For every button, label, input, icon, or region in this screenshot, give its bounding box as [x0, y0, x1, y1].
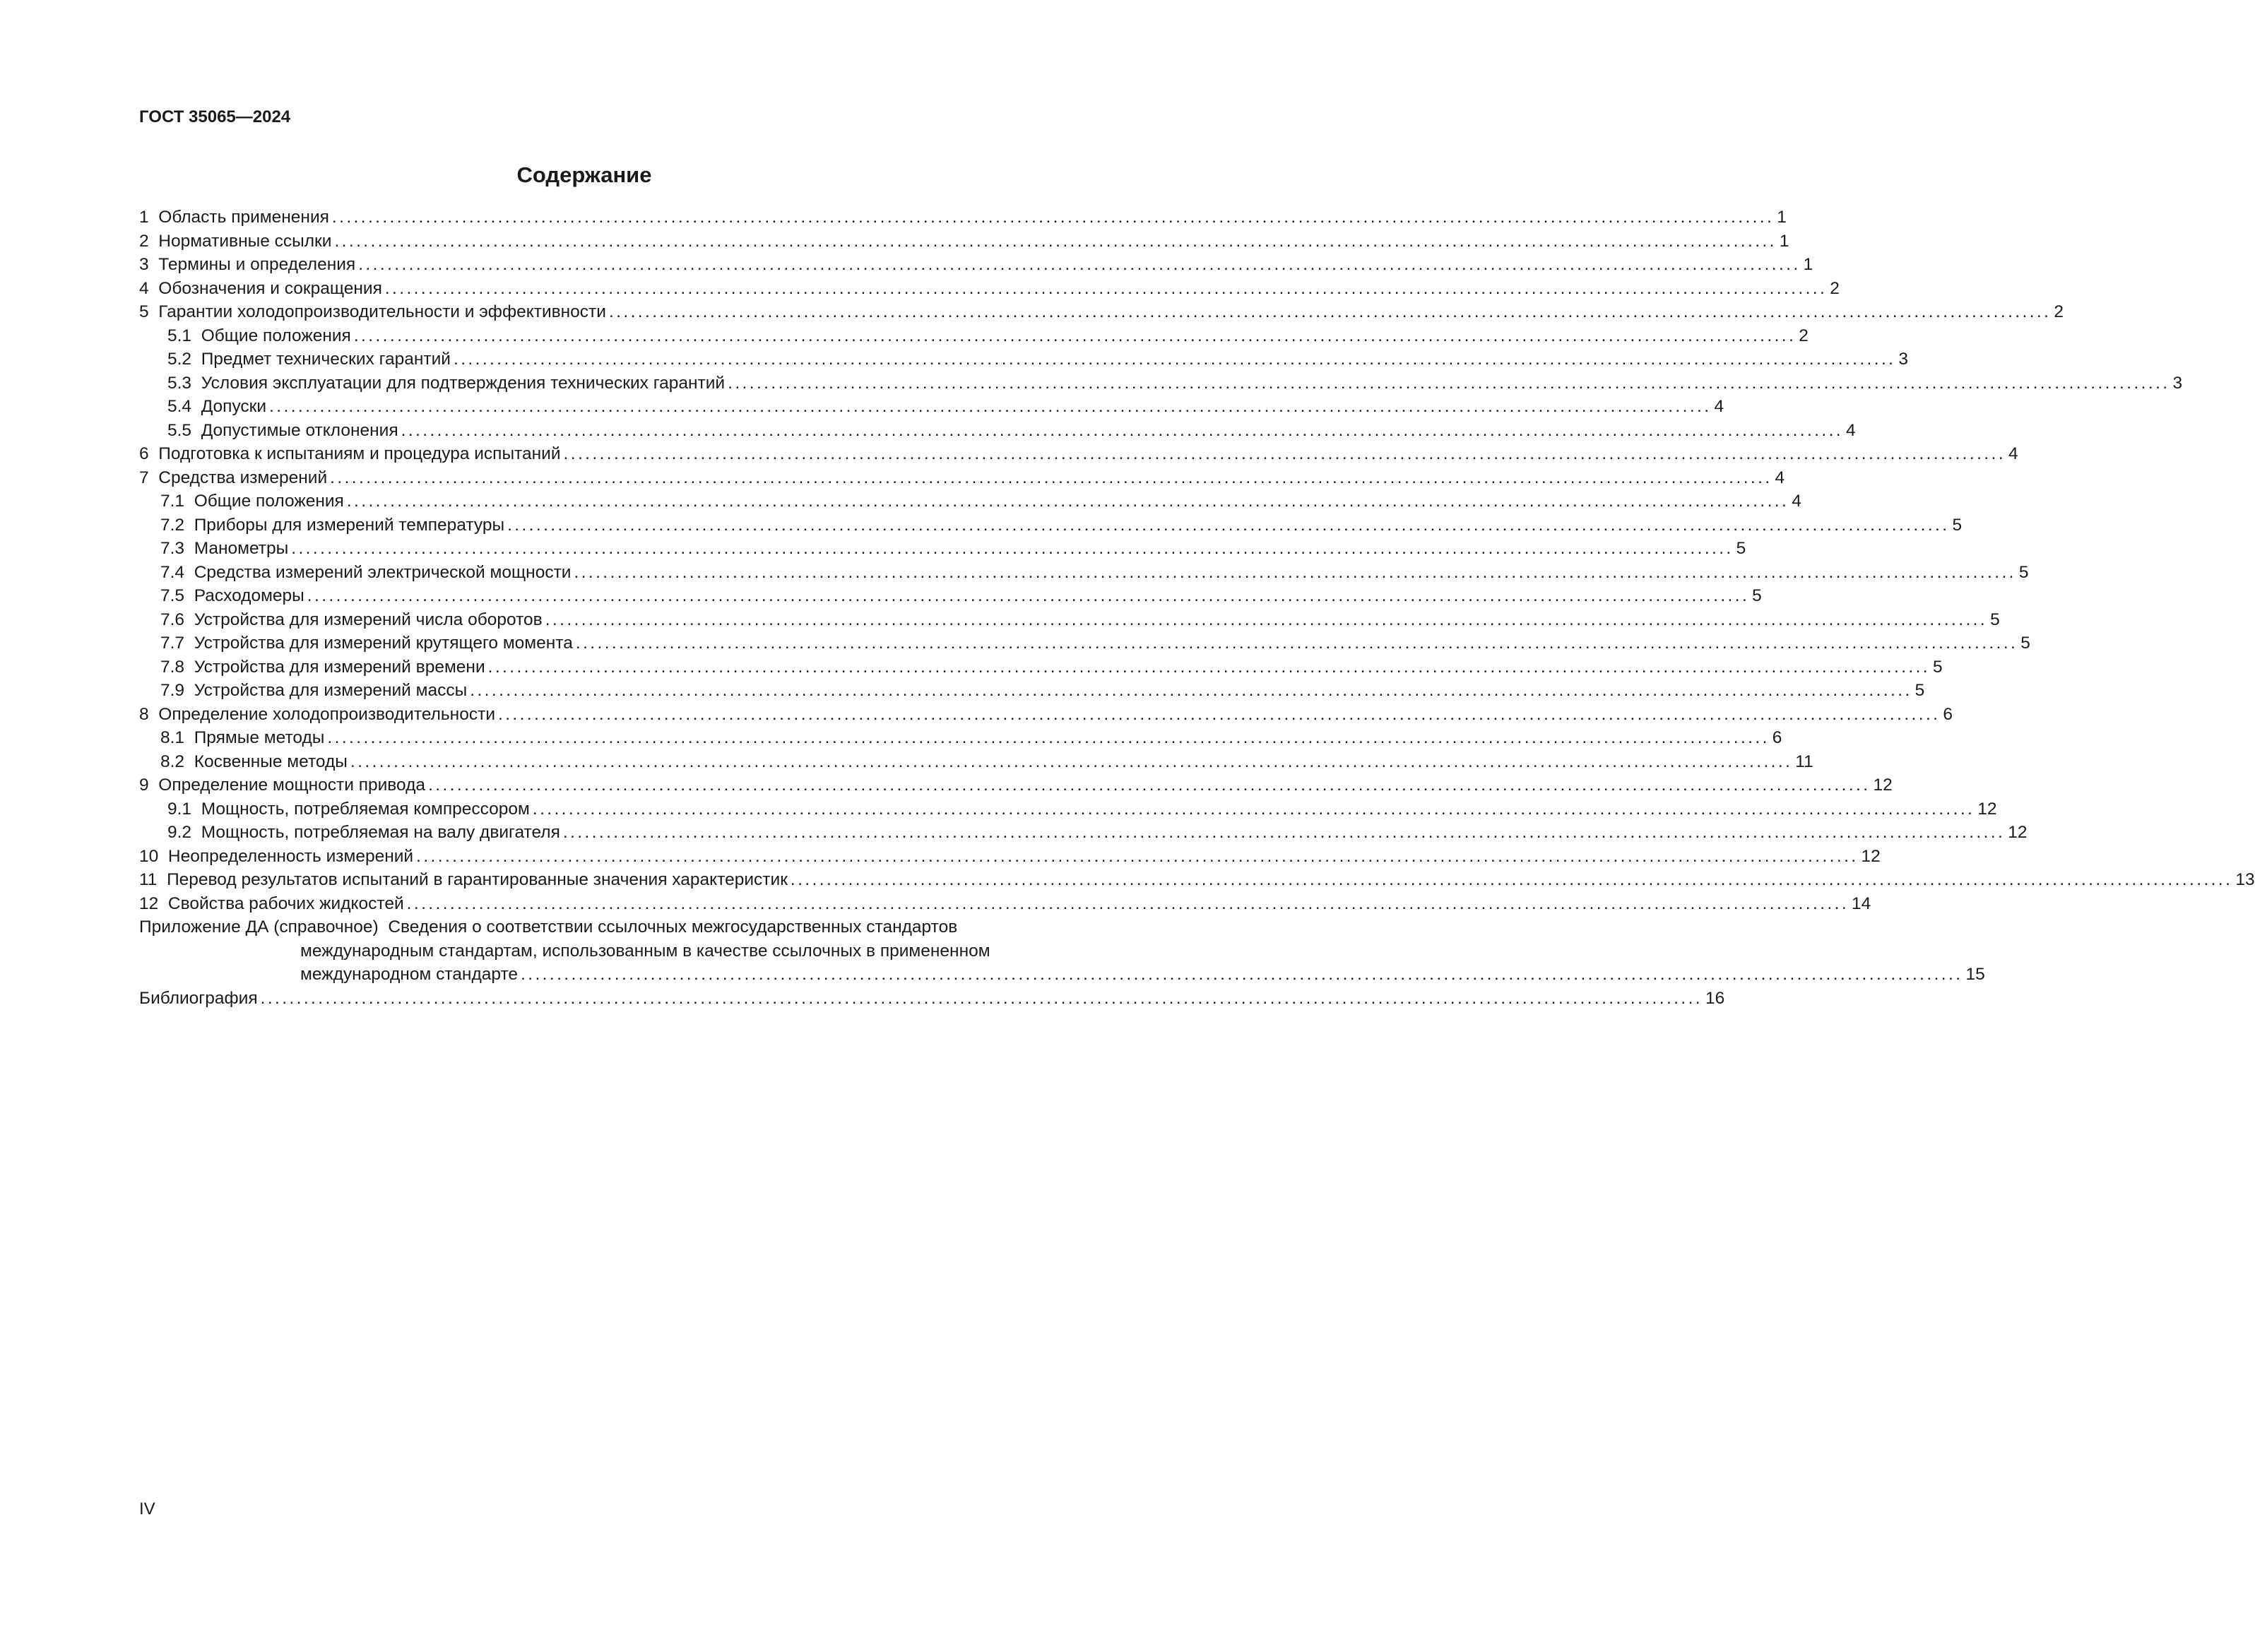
- toc-entry[interactable]: [139, 466, 1785, 490]
- toc-entry-page: 4: [1775, 468, 1785, 487]
- toc-entry-page: 12: [1873, 776, 1893, 795]
- toc-entry-title: Допустимые отклонения: [201, 420, 398, 440]
- toc-entry-page: 5: [1914, 681, 1925, 700]
- toc-entry[interactable]: [139, 892, 1871, 916]
- dot-leader: ........................................................................................................................................................................................................: [331, 208, 1775, 227]
- toc-entry-number: 5.5: [167, 420, 192, 440]
- toc-entry-number: 6: [139, 444, 149, 463]
- annex-label: Приложение ДА (справочное): [139, 917, 379, 937]
- toc-entry[interactable]: [139, 253, 1813, 277]
- toc-entry[interactable]: [139, 584, 1762, 608]
- dot-leader: ........................................................................................................................................................................................................: [269, 397, 1712, 416]
- toc-entry-number: 12: [139, 893, 159, 913]
- dot-leader: ........................................................................................................................................................................................................: [470, 681, 1912, 700]
- toc-entry[interactable]: [139, 300, 2064, 324]
- toc-title: Содержание: [516, 162, 652, 187]
- toc-entry-page: 1: [1803, 255, 1813, 274]
- dot-leader: ........................................................................................................................................................................................................: [401, 420, 1843, 440]
- dot-leader: ........................................................................................................................................................................................................: [428, 776, 1871, 795]
- toc-entry-number: 7.7: [160, 634, 185, 653]
- toc-entry-page: 5: [1752, 586, 1762, 605]
- toc-entry-title: Допуски: [201, 397, 267, 416]
- toc-annex-line: [139, 939, 1094, 963]
- toc-annex-entry[interactable]: [139, 915, 1094, 939]
- toc-entry-number: 5: [139, 302, 149, 321]
- toc-entry-title: Термины и определения: [158, 255, 356, 274]
- toc-entry-title: Мощность, потребляемая на валу двигателя: [201, 823, 560, 842]
- toc-entry[interactable]: [139, 347, 1909, 372]
- toc-entry-page: 11: [1795, 751, 1813, 771]
- dot-leader: ........................................................................................................................................................................................................: [498, 704, 1941, 724]
- toc-entry[interactable]: [139, 821, 2028, 845]
- toc-entry[interactable]: [139, 679, 1925, 703]
- toc-entry-title: Приборы для измерений температуры: [194, 515, 505, 535]
- toc-entry-title: Библиография: [139, 988, 258, 1008]
- toc-entry-title: Средства измерений: [158, 468, 328, 487]
- toc-entry-title: Область применения: [158, 208, 329, 227]
- toc-entry-title: Устройства для измерений крутящего момента: [194, 634, 573, 653]
- dot-leader: ........................................................................................................................................................................................................: [260, 988, 1703, 1008]
- toc-entry-number: 7.3: [160, 539, 185, 558]
- dot-leader: ........................................................................................................................................................................................................: [454, 350, 1896, 369]
- dot-leader: ........................................................................................................................................................................................................: [728, 373, 2170, 393]
- toc-entry-page: 6: [1772, 728, 1782, 747]
- dot-leader: ........................................................................................................................................................................................................: [521, 965, 1963, 984]
- dot-leader: ........................................................................................................................................................................................................: [384, 278, 1828, 298]
- toc-entry-title: Мощность, потребляемая компрессором: [201, 799, 530, 819]
- toc-entry[interactable]: [139, 608, 2000, 632]
- toc-entry[interactable]: [139, 324, 1809, 348]
- toc-entry-page: 4: [1714, 397, 1724, 416]
- toc-entry[interactable]: [139, 868, 2255, 892]
- dot-leader: ........................................................................................................................................................................................................: [327, 728, 1770, 747]
- toc-entry-number: 8.1: [160, 728, 185, 747]
- annex-title-line2: международным стандартам, использованным в качестве ссылочных в примененном: [300, 941, 990, 961]
- dot-leader: ........................................................................................................................................................................................................: [532, 799, 1975, 819]
- toc-entry-number: 7.2: [160, 515, 185, 535]
- toc-entry-page: 4: [1846, 420, 1856, 440]
- toc-entry-title: Манометры: [194, 539, 289, 558]
- toc-entry-number: 5.2: [167, 350, 192, 369]
- toc-entry-page: 12: [1977, 799, 1997, 819]
- toc-entry-number: 9.1: [167, 799, 192, 819]
- toc-entry-title: Прямые методы: [194, 728, 325, 747]
- toc-entry-title: Косвенные методы: [194, 751, 348, 771]
- toc-entry[interactable]: [139, 489, 1801, 513]
- toc-entry-number: 3: [139, 255, 149, 274]
- annex-title-line1: Сведения о соответствии ссылочных межгосударственных стандартов: [388, 917, 958, 937]
- dot-leader: ........................................................................................................................................................................................................: [790, 870, 2233, 889]
- toc-entry[interactable]: [139, 845, 1881, 869]
- document-code: ГОСТ 35065—2024: [139, 107, 291, 126]
- toc-entry-page: 13: [2235, 870, 2255, 889]
- dot-leader: ........................................................................................................................................................................................................: [334, 231, 1777, 251]
- toc-entry-title: Общие положения: [201, 326, 351, 345]
- toc-bibliography-entry[interactable]: [139, 987, 1725, 1011]
- toc-entry[interactable]: [139, 513, 1963, 537]
- toc-entry-title: Определение мощности привода: [158, 776, 426, 795]
- table-of-contents: [139, 206, 2255, 1010]
- toc-entry-page: 4: [2008, 444, 2018, 463]
- toc-entry-page: 5: [2020, 634, 2030, 653]
- toc-entry-title: Условия эксплуатации для подтверждения технических гарантий: [201, 373, 726, 393]
- dot-leader: ........................................................................................................................................................................................................: [350, 751, 1793, 771]
- toc-entry[interactable]: [139, 631, 2030, 655]
- toc-entry-page: 12: [1861, 846, 1881, 866]
- toc-entry-title: Нормативные ссылки: [158, 231, 332, 251]
- toc-entry-number: 8.2: [160, 751, 185, 771]
- toc-entry-title: Устройства для измерений массы: [194, 681, 468, 700]
- toc-entry[interactable]: [139, 206, 1787, 230]
- toc-entry-number: 1: [139, 208, 149, 227]
- toc-entry-page: 4: [1792, 492, 1801, 511]
- dot-leader: ........................................................................................................................................................................................................: [291, 539, 1734, 558]
- toc-entry-title: Предмет технических гарантий: [201, 350, 451, 369]
- toc-entry-page: 5: [1933, 657, 1943, 677]
- toc-entry-number: 5.3: [167, 373, 192, 393]
- toc-entry-page: 3: [2172, 373, 2183, 393]
- toc-entry-title: Подготовка к испытаниям и процедура испытаний: [158, 444, 561, 463]
- toc-entry-title: Общие положения: [194, 492, 344, 511]
- toc-entry[interactable]: [139, 419, 1856, 443]
- dot-leader: ........................................................................................................................................................................................................: [358, 255, 1801, 274]
- dot-leader: ........................................................................................................................................................................................................: [487, 657, 1931, 677]
- toc-entry-page: 12: [2008, 823, 2028, 842]
- toc-entry-number: 5.1: [167, 326, 192, 345]
- dot-leader: ........................................................................................................................................................................................................: [330, 468, 1772, 487]
- toc-entry-title: Расходомеры: [194, 586, 304, 605]
- toc-entry-number: 9.2: [167, 823, 192, 842]
- toc-entry-page: 5: [2018, 562, 2029, 582]
- toc-entry-number: 7.9: [160, 681, 185, 700]
- toc-entry-title: Неопределенность измерений: [167, 846, 414, 866]
- toc-entry-title: Определение холодопроизводительности: [158, 704, 495, 724]
- toc-entry-number: 11: [139, 870, 158, 889]
- toc-entry[interactable]: [139, 277, 1840, 301]
- toc-entry-page: 2: [1799, 326, 1809, 345]
- toc-entry-number: 5.4: [167, 397, 192, 416]
- dot-leader: ........................................................................................................................................................................................................: [574, 562, 2016, 582]
- toc-entry-page: 5: [1736, 539, 1746, 558]
- dot-leader: ........................................................................................................................................................................................................: [608, 302, 2052, 321]
- toc-annex-line: [139, 963, 1985, 987]
- toc-entry[interactable]: [139, 561, 2029, 585]
- toc-entry[interactable]: [139, 797, 1997, 821]
- toc-entry-title: Обозначения и сокращения: [158, 278, 382, 298]
- annex-title-line3: международном стандарте: [300, 965, 519, 984]
- toc-entry[interactable]: [139, 395, 1724, 419]
- dot-leader: ........................................................................................................................................................................................................: [416, 846, 1859, 866]
- dot-leader: ........................................................................................................................................................................................................: [353, 326, 1797, 345]
- dot-leader: ........................................................................................................................................................................................................: [346, 492, 1789, 511]
- toc-entry-number: 7.4: [160, 562, 185, 582]
- toc-entry-page: 2: [2054, 302, 2064, 321]
- toc-entry[interactable]: [139, 703, 1953, 727]
- toc-entry[interactable]: [139, 726, 1782, 750]
- toc-entry-title: Гарантии холодопроизводительности и эффективности: [158, 302, 606, 321]
- toc-entry-number: 9: [139, 776, 149, 795]
- toc-entry-page: 15: [1965, 965, 1985, 984]
- toc-entry-number: 7.1: [160, 492, 185, 511]
- toc-entry-number: 2: [139, 231, 149, 251]
- toc-entry-number: 7.5: [160, 586, 185, 605]
- dot-leader: ........................................................................................................................................................................................................: [307, 586, 1750, 605]
- toc-entry[interactable]: [139, 442, 2018, 466]
- toc-entry-number: 7.6: [160, 610, 185, 629]
- toc-entry[interactable]: [139, 750, 1813, 774]
- toc-entry-page: 5: [1952, 515, 1963, 535]
- toc-entry-page: 3: [1898, 350, 1909, 369]
- page-number: IV: [139, 1499, 155, 1519]
- dot-leader: ........................................................................................................................................................................................................: [563, 444, 2006, 463]
- toc-entry[interactable]: [139, 773, 1893, 797]
- toc-entry-title: Устройства для измерений числа оборотов: [194, 610, 543, 629]
- toc-entry[interactable]: [139, 372, 2183, 396]
- toc-entry-page: 5: [1990, 610, 2000, 629]
- toc-entry[interactable]: [139, 230, 1789, 254]
- dot-leader: ........................................................................................................................................................................................................: [545, 610, 1988, 629]
- toc-entry-number: 7: [139, 468, 149, 487]
- dot-leader: ........................................................................................................................................................................................................: [406, 893, 1849, 913]
- toc-entry-page: 2: [1830, 278, 1840, 298]
- dot-leader: ........................................................................................................................................................................................................: [575, 634, 2018, 653]
- dot-leader: ........................................................................................................................................................................................................: [562, 823, 2006, 842]
- toc-entry-page: 1: [1777, 208, 1787, 227]
- toc-entry-title: Средства измерений электрической мощности: [194, 562, 572, 582]
- toc-entry-page: 1: [1779, 231, 1789, 251]
- toc-entry-page: 16: [1705, 988, 1725, 1008]
- toc-entry-title: Перевод результатов испытаний в гарантированные значения характеристик: [167, 870, 788, 889]
- toc-entry[interactable]: [139, 537, 1746, 561]
- toc-entry-page: 14: [1852, 893, 1871, 913]
- toc-entry-number: 7.8: [160, 657, 185, 677]
- toc-entry[interactable]: [139, 655, 1943, 679]
- dot-leader: ........................................................................................................................................................................................................: [507, 515, 1950, 535]
- toc-entry-number: 10: [139, 846, 159, 866]
- toc-entry-page: 6: [1943, 704, 1953, 724]
- toc-entry-number: 8: [139, 704, 149, 724]
- toc-entry-title: Свойства рабочих жидкостей: [167, 893, 404, 913]
- toc-entry-number: 4: [139, 278, 149, 298]
- toc-entry-title: Устройства для измерений времени: [194, 657, 485, 677]
